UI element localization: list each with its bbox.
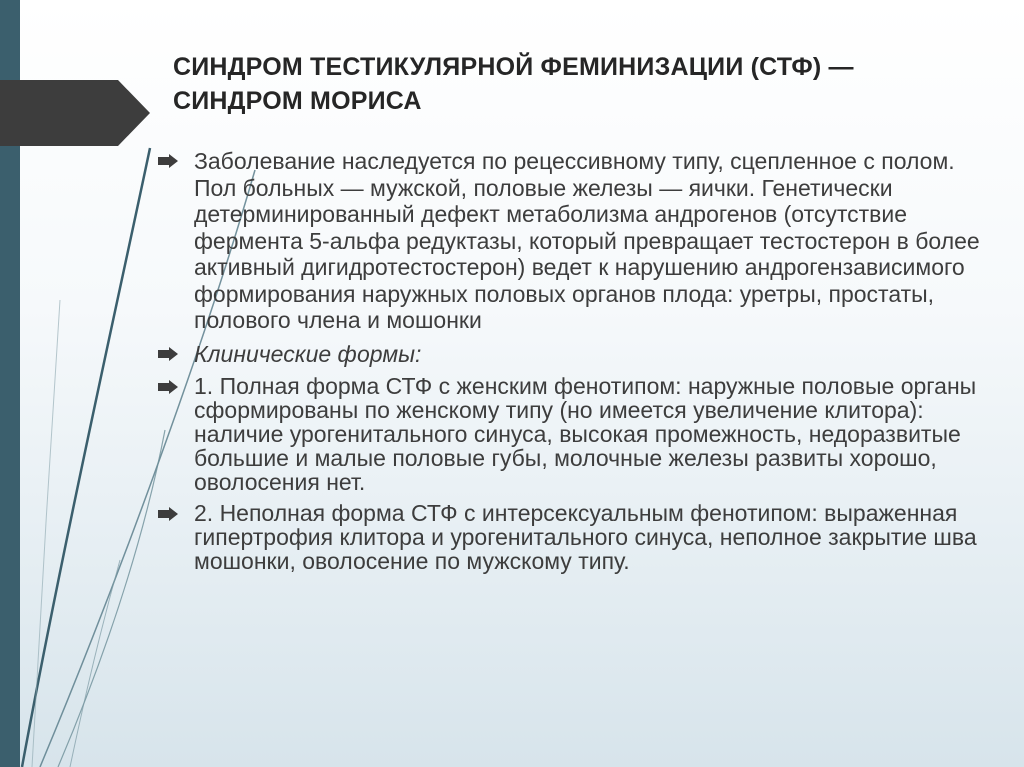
- bullet-text: Заболевание наследуется по рецессивному типу, сцепленное с полом. Пол больных — мужской, половые железы — яички. Генетически детерминированный дефект метаболизма андрогенов (отсутствие фермента 5-альфа редуктазы, который превращает тестостерон в более активный дигидротестостерон) ведет к нарушению андрогензависимого формирования наружных половых органов плода: уретры, простаты, полового члена и мошонки: [194, 148, 980, 333]
- bullet-text: Клинические формы:: [194, 340, 422, 367]
- bullet-text: 2. Неполная форма СТФ с интерсексуальным фенотипом: выраженная гипертрофия клитора и урогенитального синуса, неполное закрытие шва мошонки, оволосение по мужскому типу.: [194, 500, 977, 574]
- bullet-item-incomplete-form: [158, 501, 998, 573]
- arrow-right-icon: [158, 507, 178, 521]
- bullet-item-clinical-forms: [158, 341, 998, 368]
- title-accent-tab: [0, 80, 150, 146]
- arrow-right-icon: [158, 154, 178, 168]
- arrow-right-icon: [158, 347, 178, 361]
- bullet-list: [158, 148, 998, 580]
- bullet-item-inheritance: [158, 148, 998, 334]
- slide-title: [173, 50, 973, 118]
- bullet-item-complete-form: [158, 374, 998, 494]
- title-line-2: СИНДРОМ МОРИСА: [173, 87, 422, 115]
- bullet-text: 1. Полная форма СТФ с женским фенотипом: наружные половые органы сформированы по женскому типу (но имеется увеличение клитора): наличие урогенитального синуса, высокая промежность, недоразвитые большие и малые половые губы, молочные железы развиты хорошо, оволосения нет.: [194, 373, 977, 495]
- title-line-1: СИНДРОМ ТЕСТИКУЛЯРНОЙ ФЕМИНИЗАЦИИ (СТФ) —: [173, 53, 854, 81]
- arrow-right-icon: [158, 380, 178, 394]
